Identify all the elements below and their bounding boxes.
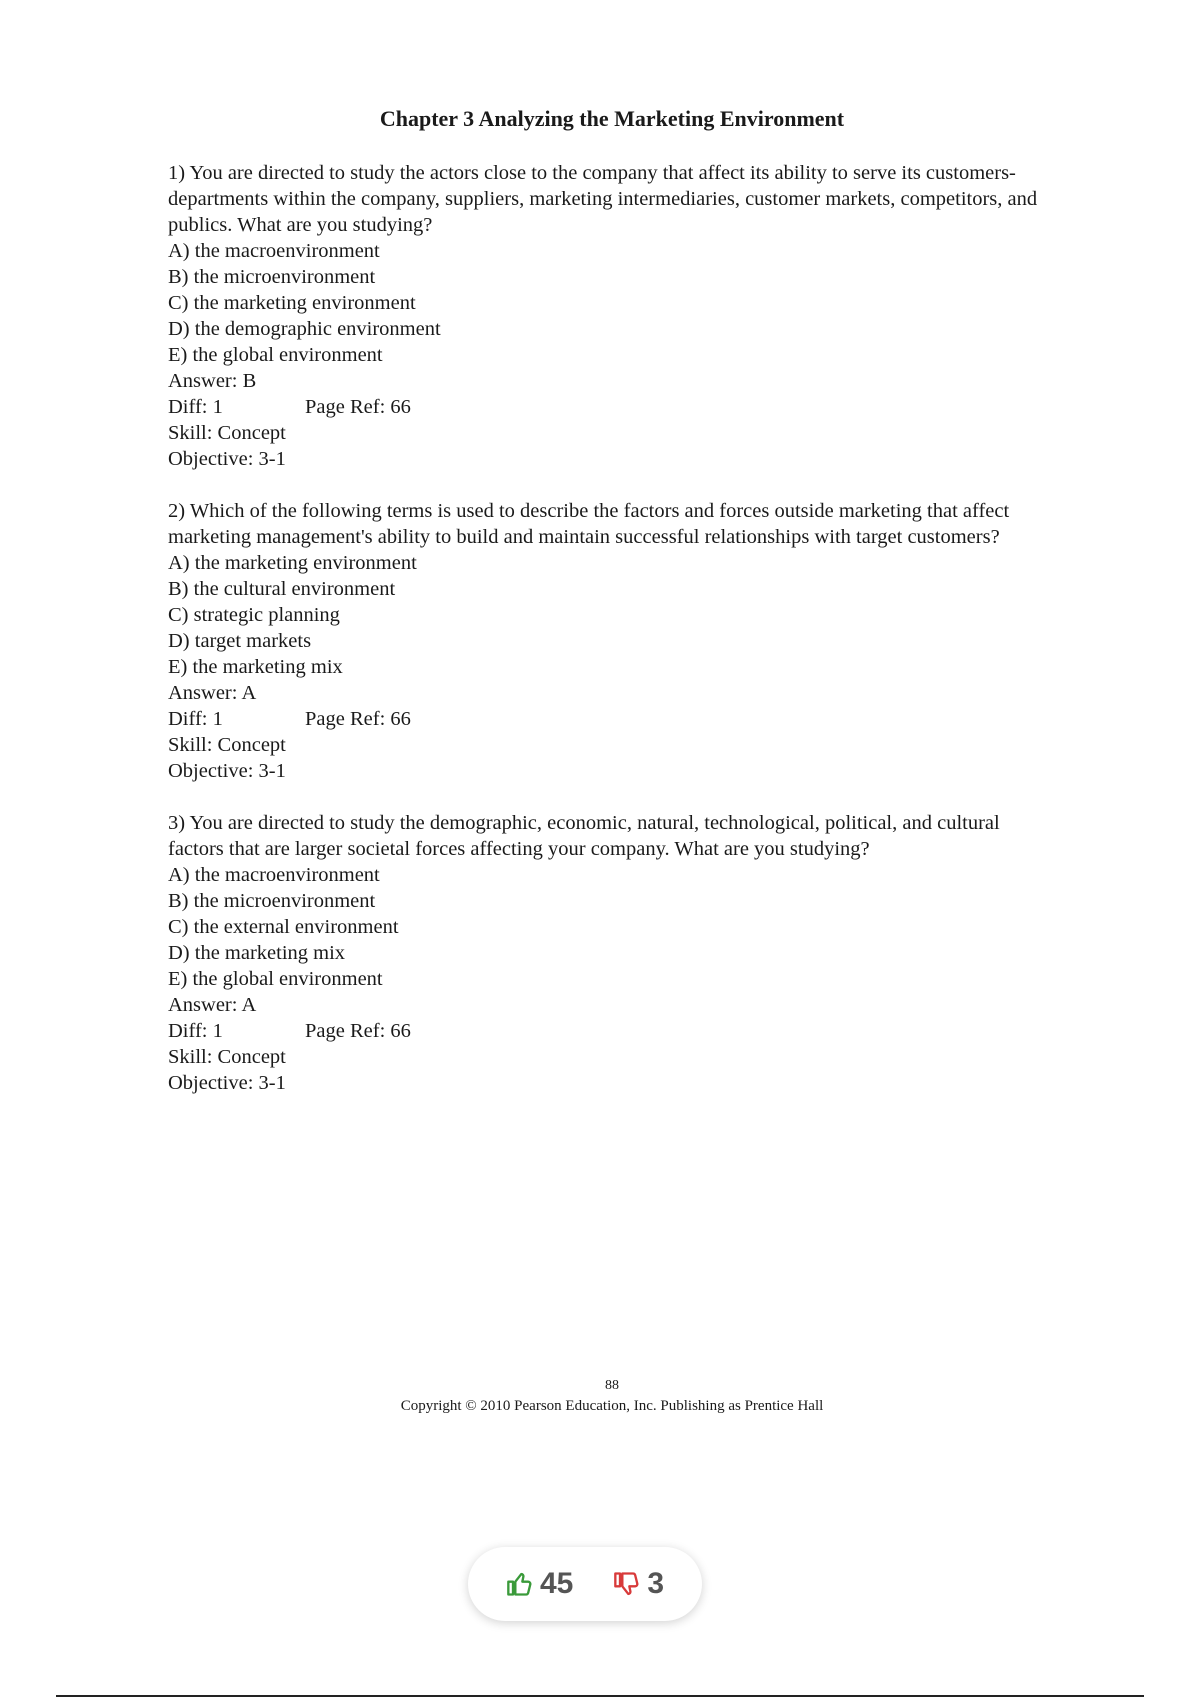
answer-options [168,862,1058,992]
answer-options [168,550,1058,680]
upvote-button[interactable] [506,1567,573,1601]
option-c: C) the marketing environment [168,292,416,314]
answer-line: Answer: B [168,370,257,392]
page-ref: Page Ref: 66 [305,1020,411,1042]
question-1 [168,160,1058,472]
chapter-title: Chapter 3 Analyzing the Marketing Environment [379,106,845,131]
option-d: D) the marketing mix [168,942,346,964]
difficulty: Diff: 1 [168,1020,223,1042]
difficulty: Diff: 1 [168,396,223,418]
diff-row [168,706,1058,732]
upvote-count: 45 [539,1567,574,1600]
option-b: B) the microenvironment [168,890,376,912]
option-e: E) the global environment [168,968,383,990]
diff-row [168,1018,1058,1044]
vote-bar [468,1547,702,1621]
answer-line: Answer: A [168,994,257,1016]
objective-line: Objective: 3-1 [168,448,286,470]
answer-options [168,238,1058,368]
objective-line: Objective: 3-1 [168,760,286,782]
skill-line: Skill: Concept [168,734,286,756]
page-number: 88 [605,1378,619,1393]
option-b: B) the cultural environment [168,578,396,600]
question-text: 3) You are directed to study the demographic, economic, natural, technological, political, and cultural factors that are larger societal forces affecting your company. What are you studying? [168,812,1000,860]
option-a: A) the marketing environment [168,552,417,574]
question-text: 2) Which of the following terms is used to describe the factors and forces outside marketing that affect marketing management's ability to build and maintain successful relationships with target customers? [168,500,1010,548]
downvote-count: 3 [647,1567,665,1600]
question-2 [168,498,1058,784]
option-d: D) target markets [168,630,312,652]
diff-row [168,394,1058,420]
copyright-notice: Copyright © 2010 Pearson Education, Inc. Publishing as Prentice Hall [400,1398,824,1414]
question-text: 1) You are directed to study the actors close to the company that affect its ability to serve its customers-departments within the company, suppliers, marketing intermediaries, customer markets, competitors, and publics. What are you studying? [168,162,1038,236]
option-e: E) the marketing mix [168,656,343,678]
question-list [168,160,1058,1122]
question-3 [168,810,1058,1096]
skill-line: Skill: Concept [168,422,286,444]
option-c: C) the external environment [168,916,399,938]
option-a: A) the macroenvironment [168,240,380,262]
objective-line: Objective: 3-1 [168,1072,286,1094]
option-a: A) the macroenvironment [168,864,380,886]
skill-line: Skill: Concept [168,1046,286,1068]
option-e: E) the global environment [168,344,383,366]
thumbs-up-icon [506,1570,534,1598]
downvote-button[interactable] [613,1567,664,1601]
bottom-divider [56,1695,1144,1697]
answer-line: Answer: A [168,682,257,704]
option-d: D) the demographic environment [168,318,441,340]
option-c: C) strategic planning [168,604,340,626]
difficulty: Diff: 1 [168,708,223,730]
option-b: B) the microenvironment [168,266,376,288]
thumbs-down-icon [613,1570,641,1598]
page-ref: Page Ref: 66 [305,708,411,730]
page-ref: Page Ref: 66 [305,396,411,418]
